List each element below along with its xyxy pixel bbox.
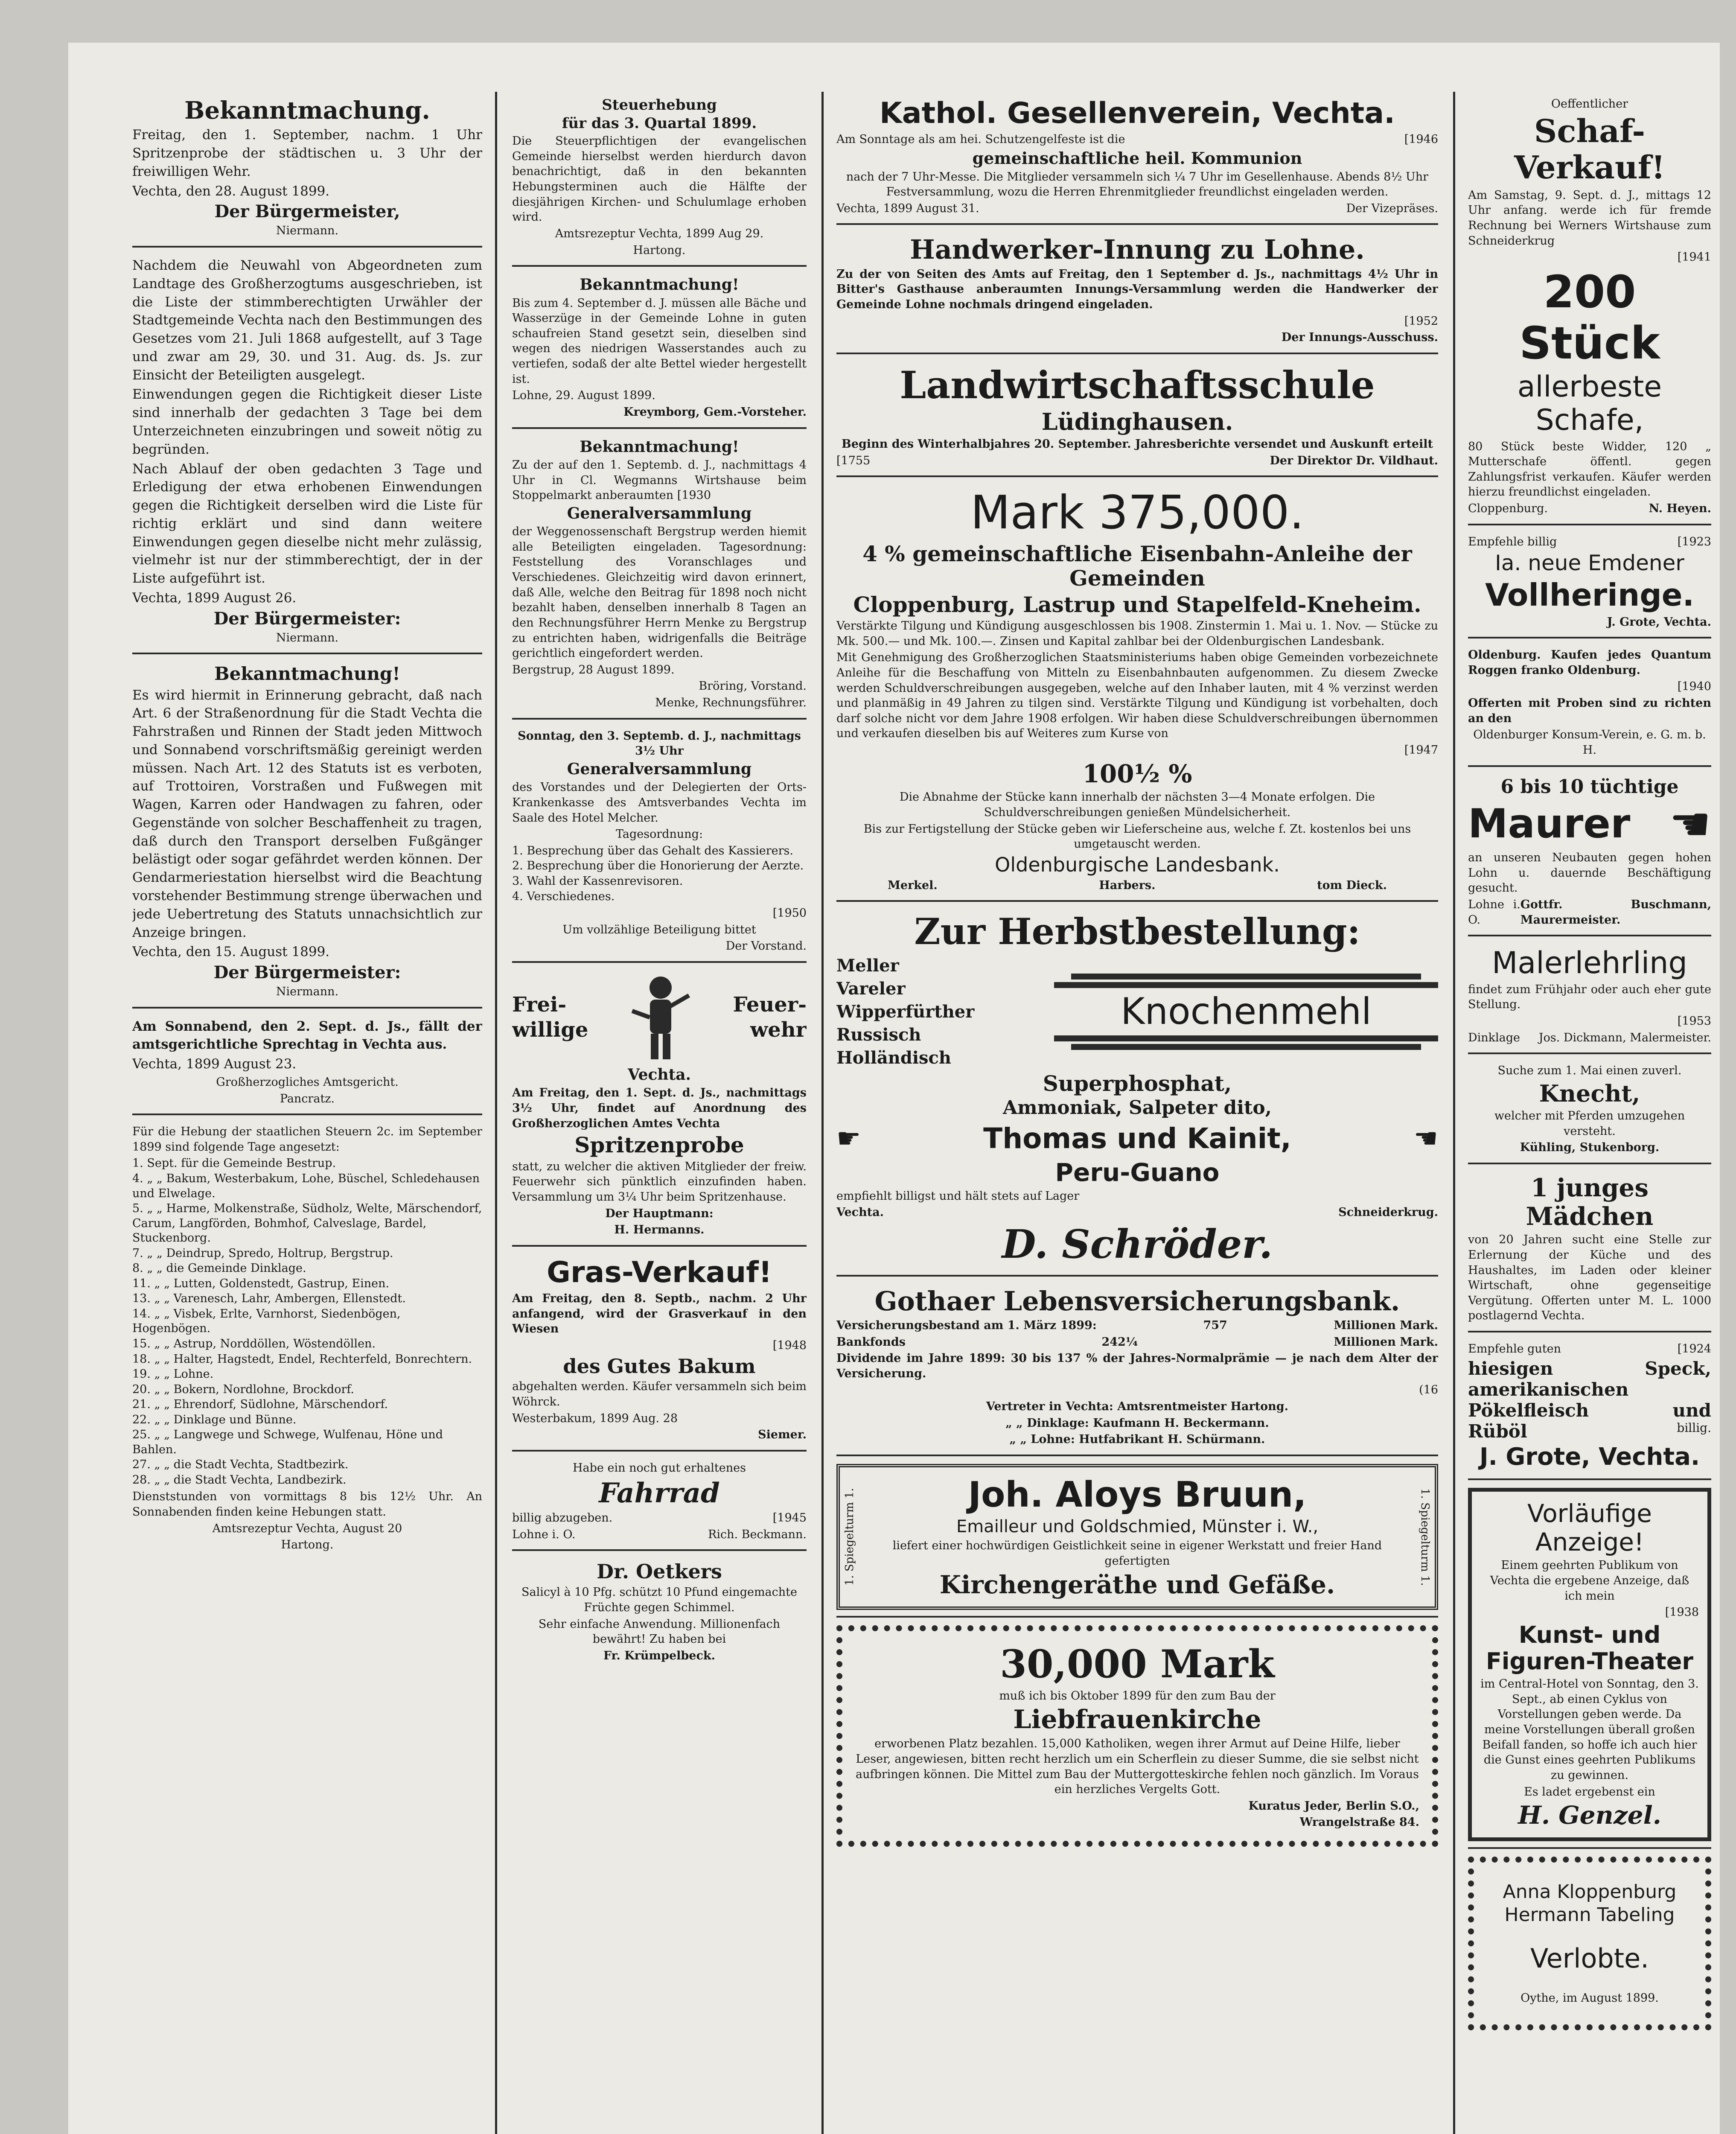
ad-body: 80 Stück beste Widder, 120 „ Mutterschafe öffentl. gegen Zahlungsfrist verkaufen. Käufer werden hierzu freundlichst eingeladen. [1468,440,1711,499]
ad-row [836,1318,1438,1333]
ad-body: des Vorstandes und der Delegierten der Orts-Krankenkasse des Amtsverbandes Vechta im Saale des Hotel Melcher. [512,781,807,825]
ad-title: 30,000 Mark [1000,1641,1275,1687]
ad-body: Zu der von Seiten des Amts auf Freitag, den 1 September d. Js., nachmittags 4½ Uhr in Bitter's Gasthause anberaumten Innungs-Versammlung werden die Handwerker der Gemeinde Lohne nochmals dringend eingeladen. [836,267,1438,311]
ad-top: Oeffentlicher [1551,97,1628,111]
ad-subtitle: Ia. neue Emdener [1495,551,1684,576]
ad-code: [1923 [1677,535,1711,548]
ad-herbstbestellung [836,906,1438,1276]
frei-label: Frei- [512,992,567,1017]
newspaper-page [68,43,1720,2134]
maurer-row [1468,797,1711,852]
ad-signer: Der Vizepräses. [1346,201,1438,215]
ad-title: Bekanntmachung! [214,663,400,685]
ad-body: Einem geehrten Publikum von Vechta die ergebene Anzeige, daß ich mein [1490,1559,1689,1603]
ad-code: [1924 [1677,1342,1711,1356]
bar-decoration [1054,1035,1438,1041]
ad-eisenbahn-anleihe [836,481,1438,902]
ad-date: Vechta, 1899 August 23. [132,1056,297,1072]
ad-name: Rich. Beckmann. [708,1528,807,1541]
ad-body: Mit Genehmigung des Großherzoglichen Staatsministeriums haben obige Gemeinden vorbezeichnete Anleihe für die Beschaffung von Mitteln zu Eisenbahnbauten aufgenommen. Zu diesem Zwecke werden Schuldverschreibungen ausgegeben, welche auf den Inhaber lauten, mit 4 % verzinst werden und planmäßig in 49 Jahren zu tilgen sind. Verstärkte Tilgung und Kündigung ist vorbehalten, doch darf solche nicht vor dem Jahre 1908 erfolgen. Wir haben diese Schuldverschreibungen übernommen und verkaufen dieselben bis auf Weiteres zum Kurse von [836,651,1438,740]
ad-body: Am Freitag, den 8. Septb., nachm. 2 Uhr anfangend, wird der Grasverkauf in den Wiesen [512,1292,807,1336]
ad-oetker [512,1555,807,1670]
ad-line1: Am Sonntage als am hei. Schutzengelfeste ist die [836,133,1125,146]
ad-place: Cloppenburg. [1468,502,1548,515]
ad-body: nach der 7 Uhr-Messe. Die Mitglieder versammeln sich ¼ 7 Uhr im Gesellenhause. Abends 8½ Uhr Festversammlung, wozu die Herren Ehrenmitglieder freundlichst eingeladen werden. [846,170,1429,199]
ad-town: Vechta. [627,1065,691,1084]
ad-signer: Der Hauptmann: [605,1207,714,1220]
ad-name: D. Schröder. [1002,1221,1273,1267]
ad-name: tom Dieck. [1317,878,1387,892]
list-item: 27. „ „ die Stadt Vechta, Stadtbezirk. [132,1458,349,1472]
ad-bottom: Kirchengeräthe und Gefäße. [939,1570,1335,1599]
ad-landwirtschaftsschule [836,359,1438,478]
ad-body: Die Abnahme der Stücke kann innerhalb der nächsten 3—4 Monate erfolgen. Die Schuldverschreibungen genießen Mündelsicherheit. [899,790,1375,819]
ad-heading: gemeinschaftliche heil. Kommunion [972,148,1302,168]
ad-title: Schaf-Verkauf! [1514,113,1666,186]
ad-paragraph: Nachdem die Neuwahl von Abgeordneten zum Landtage des Großherzogtums ausgeschrieben, ist die Liste der stimmberechtigten Urwähler der Stadtgemeinde Vechta nach den Bestimmungen des Gesetzes vom 21. Juli 1868 aufgestellt, auf 3 Tage und zwar am 29, 30. und 31. Aug. ds. Js. zur Einsicht der Beteiligten ausgelegt. [132,258,482,383]
ad-unit: Millionen Mark. [1334,1335,1438,1349]
ad-top: Empfehle guten [1468,1342,1561,1356]
ad-body: Beginn des Winterhalbjahres 20. September. Jahresberichte versendet und Auskunft erteilt [842,437,1433,451]
ad-top: Empfehle billig [1468,535,1557,548]
ad-agent: Vertreter in Vechta: Amtsrentmeister Hartong. [986,1400,1289,1414]
ad-title: Zur Herbstbestellung: [914,910,1360,953]
ad-name: Menke, Rechnungsführer. [655,696,807,710]
ad-code: (16 [1419,1383,1438,1397]
ad-subtitle: Lüdinghausen. [1041,408,1233,435]
ad-body: Salicyl à 10 Pfg. schützt 10 Pfund eingemachte Früchte gegen Schimmel. [521,1586,797,1614]
list-item: 5. „ „ Harme, Molkenstraße, Südholz, Welte, Märschendorf, Carum, Langförden, Bohmhof, Calveslage, Bardel, Stuckenborg. [132,1202,482,1245]
ad-name: Niermann. [276,631,339,644]
list-item: 22. „ „ Dinklage und Bünne. [132,1413,297,1426]
ad-signer: Der Direktor Dr. Vildhaut. [1270,454,1438,467]
ad-title: Bekanntmachung! [580,276,739,294]
feuer-label: Feuer- [733,992,807,1017]
ad-maurer [1468,771,1711,937]
ad-name: Hartong. [633,243,686,257]
ad-top: Sonntag, den 3. Septemb. d. J., nachmittags 3½ Uhr [518,729,801,758]
ad-line [1468,897,1711,927]
ad-note: billig. [1677,1420,1711,1435]
ad-address: Wrangelstraße 84. [1299,1816,1419,1829]
list-item: 2. Besprechung über die Honorierung der Aerzte. [512,859,804,873]
ad-steuerhebung-termine [132,1119,482,1560]
ad-amtsgericht [132,1013,482,1116]
ad-date: Lohne, 29. August 1899. [512,389,655,402]
ad-body: liefert einer hochwürdigen Geistlichkeit seine in eigener Werkstatt und freier Hand gefertigten [892,1539,1382,1568]
ad-bekanntmachung-spritzenprobe [132,92,482,248]
theater-frame [1468,1488,1711,1841]
ad-schaf-verkauf [1468,92,1711,525]
ad-title: Maurer [1468,801,1631,848]
list-item: 28. „ „ die Stadt Vechta, Landbezirk. [132,1473,347,1487]
ad-verlobung [1468,1853,1711,2036]
ad-subtitle: 4 % gemeinschaftliche Eisenbahn-Anleihe der Gemeinden [862,541,1412,591]
product: hiesigen [1468,1358,1553,1379]
ad-title: Mark 375,000. [970,486,1304,540]
willige-label: willige [512,1017,588,1042]
ad-value: 242¼ [1101,1335,1138,1349]
list-item: Russisch [836,1024,921,1045]
column-rule [495,92,497,2134]
verlobung-frame [1468,1857,1711,2030]
firefighter-icon [624,971,697,1064]
ad-signer: Der Bürgermeister: [213,962,401,983]
ad-code: [1945 [772,1511,807,1525]
ad-body: Es wird hiermit in Erinnerung gebracht, daß nach Art. 6 der Straßenordnung für die Stadt Vechta die Fahrstraßen und Rinnen der Stadt jeden Mittwoch und Sonnabend vorschriftsmäßig gereinigt werden müssen. Nach Art. 12 des Statuts ist es verboten, auf Trottoiren, Vorstraßen und Fußwegen mit Wagen, Karren oder Handwagen zu fahren, oder Gegenstände von solcher Beschaffenheit zu tragen, daß durch den Transport derselben Fußgänger belästigt oder sogar gefährdet werden können. Der Gendarmeriestation hierselbst wird die Beachtung vorstehender Bestimmung strenge überwachen und jede Uebertretung des Statuts unnachsichtlich zur Anzeige bringen. [132,687,482,940]
list-item: Meller [836,955,899,976]
ad-top: Habe ein noch gut erhaltenes [573,1461,746,1475]
ad-title: Verlobte. [1530,1943,1649,1974]
ad-sign: Es ladet ergebenst ein [1524,1785,1655,1799]
ad-body: Sehr einfache Anwendung. Millionenfach bewährt! Zu haben bei [538,1617,781,1646]
ad-body: welcher mit Pferden umzugehen versteht. [1494,1109,1685,1138]
ad-body: statt, zu welcher die aktiven Mitglieder der freiw. Feuerwehr sich pünktlich einzufinden haben. Versammlung um 3¼ Uhr beim Spritzenhause. [512,1160,807,1204]
ad-heading: Kunst- und Figuren-Theater [1486,1621,1694,1675]
ad-title: 1 junges Mädchen [1526,1173,1654,1231]
pointing-hand-icon: ☛ [836,1122,861,1154]
ad-unit: Millionen Mark. [1334,1318,1438,1332]
ad-date: Westerbakum, 1899 Aug. 28 [512,1411,678,1425]
list-item: 21. „ „ Ehrendorf, Südlohne, Märschendorf. [132,1398,388,1411]
product-line: Peru-Guano [1055,1157,1220,1187]
list-item: 3. Wahl der Kassenrevisoren. [512,874,683,888]
ad-line [836,1205,1438,1220]
product: Rüböl [1468,1420,1527,1442]
ad-title: Joh. Aloys Bruun, [968,1474,1307,1515]
list-item: 18. „ „ Halter, Hagstedt, Endel, Rechterfeld, Bonrechtern. [132,1352,472,1366]
product-box [1054,974,1438,1050]
ad-code: [1946 [1404,133,1438,146]
ad-date: Vechta, den 15. August 1899. [132,944,330,960]
ad-body: billig abzugeben. [512,1511,613,1525]
ad-title: Bekanntmachung. [184,96,430,125]
ad-name: Kuratus Jeder, Berlin S.O., [1248,1799,1419,1813]
ad-name: Kreymborg, Gem.-Vorsteher. [623,405,807,419]
ad-name: Hermann Tabeling [1504,1904,1675,1926]
product: amerikanischen [1468,1379,1629,1400]
list-item: 14. „ „ Visbek, Erlte, Varnhorst, Siedenbögen, Hogenbögen. [132,1307,401,1335]
ad-row [836,1335,1438,1350]
ad-body: Bis zur Fertigstellung der Stücke geben wir Lieferscheine aus, welche f. Zt. kostenlos bei uns umgetauscht werden. [863,822,1411,851]
wehr-label: wehr [750,1017,807,1042]
ad-date: Vechta, 1899 August 26. [132,590,297,606]
bar-decoration [1071,1044,1421,1050]
list-item: 15. „ „ Astrup, Norddöllen, Wöstendöllen. [132,1337,376,1351]
pointing-hand-icon: ☚ [1669,797,1711,852]
ad-name: Bröring, Vorstand. [699,679,807,693]
product-line: Thomas und Kainit, [983,1122,1291,1155]
ad-title: Gras-Verkauf! [547,1255,772,1289]
ad-malerlehrling [1468,941,1711,1054]
bar-decoration [1071,974,1421,980]
ad-body: erworbenen Platz bezahlen. 15,000 Katholiken, wegen ihrer Armut auf Deine Hilfe, lieber Leser, angewiesen, bitten recht herzlich um ein Scherflein zu dieser Summe, die sie selbst nicht aufbringen können. Die Mittel zum Bau der Muttergotteskirche fehlen noch gänzlich. Im Voraus ein herzliches Vergelts Gott. [855,1737,1419,1796]
ad-bank: Oldenburgische Landesbank. [995,853,1280,876]
ad-liebfrauenkirche [836,1622,1438,1853]
ad-date: Oythe, im August 1899. [1520,1991,1659,2005]
ad-feuerwehr [512,967,807,1247]
ad-konsum-verein [1468,643,1711,767]
ad-body: Am Sonnabend, den 2. Sept. d. Js., fällt der amtsgerichtliche Sprechtag in Vechta aus. [132,1018,482,1052]
ad-name: Gottfr. Buschmann, Maurermeister. [1520,898,1711,927]
ad-title: Generalversammlung [567,760,752,778]
ad-line [1468,534,1711,550]
ad-title: Kathol. Gesellenverein, Vechta. [880,96,1395,130]
ad-body: Verstärkte Tilgung und Kündigung ausgeschlossen bis 1908. Zinstermin 1. Mai u. 1. Nov. — Stücke zu Mk. 500.— und Mk. 100.—. Zinsen und Kapital zahlbar bei der Oldenburgischen Landesbank. [836,619,1438,648]
ad-big: 200 Stück [1519,265,1660,369]
ad-label: Versicherungsbestand am 1. März 1899: [836,1318,1097,1332]
ad-line [1468,1400,1711,1421]
ad-figuren-theater [1468,1484,1711,1849]
ad-name: Niermann. [276,985,339,999]
ad-date: Bergstrup, 28 August 1899. [512,663,675,676]
ad-title: Fahrrad [599,1477,720,1509]
ad-date: Vechta, 1899 August 31. [836,201,979,215]
ad-heading: Liebfrauenkirche [1013,1705,1261,1735]
column-2 [512,92,807,2134]
ad-name: N. Heyen. [1649,502,1711,515]
column-rule [821,92,824,2134]
ad-body: Oldenburg. Kaufen jedes Quantum Roggen franko Oldenburg. [1468,648,1711,677]
ad-name: J. Grote, Vechta. [1607,615,1711,629]
ad-name: H. Hermanns. [614,1223,705,1237]
ad-subtitle: Emailleur und Goldschmied, Münster i. W., [956,1517,1319,1537]
ad-line [512,1510,807,1526]
ad-code: [1950 [772,907,807,920]
ad-subtitle: für das 3. Quartal 1899. [562,115,757,132]
list-item: Wipperfürther [836,1001,975,1022]
ad-body-text: Zu der auf den 1. Septemb. d. J., nachmittags 4 Uhr in Cl. Wegmanns Wirtshause beim Stoppelmarkt anberaumten [512,458,807,502]
ad-name: Kühling, Stukenborg. [1520,1141,1660,1154]
ad-fahrrad [512,1456,807,1551]
ad-line: muß ich bis Oktober 1899 für den zum Bau der [999,1689,1276,1703]
ad-line [1468,1358,1711,1379]
ad-agenda-title: Tagesordnung: [615,828,703,841]
list-item: 7. „ „ Deindrup, Spredo, Holtrup, Bergstrup. [132,1246,393,1260]
ad-agent: „ „ Dinklage: Kaufmann H. Beckermann. [1005,1416,1269,1430]
list-item: Vareler [836,978,906,999]
ad-weggenossenschaft [512,433,807,720]
ad-office: Großherzogliches Amtsgericht. [216,1075,399,1089]
ad-heading: Spritzenprobe [574,1132,744,1158]
ad-place: Lohne i. O. [1468,898,1520,927]
ad-body: Offerten mit Proben sind zu richten an den [1468,697,1711,725]
ad-signers [836,878,1438,893]
ad-line [836,453,1438,469]
list-item: 4. Verschiedenes. [512,889,615,903]
column-4 [1468,92,1711,2134]
ad-code: [1940 [1677,680,1711,694]
ad-title: Handwerker-Innung zu Lohne. [910,234,1365,265]
ad-date: Vechta, den 28. August 1899. [132,183,330,199]
list-item: 1. Besprechung über das Gehalt des Kassierers. [512,844,793,857]
column-1 [132,92,482,2134]
list-item: 19. „ „ Lohne. [132,1367,214,1381]
product-name: Knochenmehl [1121,990,1372,1033]
ad-body: Die Steuerpflichtigen der evangelischen Gemeinde hierselbst werden hierdurch davon benachrichtigt, daß in den bekannten Hebungsterminen auch die Hälfte der diesjährigen Kirchen- und Schulumlage erhoben wird. [512,134,807,224]
pointing-hand-icon: ☚ [1413,1122,1438,1154]
ad-value: 757 [1203,1318,1227,1332]
ad-name: Siemer. [758,1428,807,1442]
ad-junges-maedchen [1468,1169,1711,1332]
ad-line [836,132,1438,147]
ad-krankenkasse [512,724,807,963]
ad-place: Schneiderkrug. [1338,1206,1438,1219]
ad-signer: Der Bürgermeister, [214,201,400,222]
feuerwehr-right [733,991,807,1044]
ad-name: Pancratz. [280,1092,335,1105]
ad-title: Malerlehrling [1492,945,1687,981]
ad-subtitle: Cloppenburg, Lastrup und Stapelfeld-Kneheim. [853,592,1421,617]
origin-list [836,954,1041,1070]
list-item: Holländisch [836,1047,951,1068]
ad-code: [1938 [1665,1606,1699,1619]
ad-line [1468,1030,1711,1046]
ad-code: [1953 [1677,1015,1711,1028]
ad-top: Suche zum 1. Mai einen zuverl. [1497,1064,1682,1078]
column-rule [1453,92,1455,2134]
ad-grote-speck [1468,1337,1711,1480]
ad-name: H. Genzel. [1518,1801,1661,1830]
side-label: 1. Spiegelturm 1. [1419,1488,1431,1586]
ad-signer: Der Innungs-Ausschuss. [1281,331,1438,344]
ad-body: an unseren Neubauten gegen hohen Lohn u. dauernde Beschäftigung gesucht. [1468,851,1711,895]
product-line: Superphosphat, [1043,1070,1232,1096]
ad-name: Anna Kloppenburg [1503,1880,1677,1903]
ad-name: Oldenburger Konsum-Verein, e. G. m. b. H. [1473,728,1706,757]
ad-code: [1755 [836,454,871,467]
ad-line [1468,1421,1711,1442]
ad-top: 6 bis 10 tüchtige [1500,775,1679,798]
ad-bekanntmachung-lohne [512,271,807,429]
ad-heading: des Gutes Bakum [563,1354,756,1378]
product: Speck, [1645,1358,1711,1379]
ad-big: allerbeste Schafe, [1517,370,1662,437]
feuerwehr-header [512,971,807,1064]
list-item: 25. „ „ Langwege und Schwege, Wulfenau, Höne und Bahlen. [132,1428,443,1456]
ad-body: findet zum Frühjahr oder auch eher gute Stellung. [1468,982,1711,1012]
ad-label: Bankfonds [836,1335,906,1349]
ad-name: Harbers. [1099,878,1156,892]
ad-name: Jos. Dickmann, Malermeister. [1538,1031,1711,1044]
list-item: 20. „ „ Bokern, Nordlohne, Brockdorf. [132,1382,354,1396]
ad-place: Lohne i. O. [512,1528,576,1541]
ad-office: Amtsrezeptur Vechta, August 20 [212,1522,402,1535]
ad-code: [1948 [772,1338,807,1352]
ad-heading: Generalversammlung [567,504,752,522]
ad-gothaer [836,1281,1438,1456]
ad-body: Am Freitag, den 1. Sept. d. Js., nachmittags 3½ Uhr, findet auf Anordnung des Großherzoglichen Amtes Vechta [512,1086,807,1130]
ad-code: [1930 [677,489,711,502]
ad-footer: Um vollzählige Beteiligung bittet [562,923,756,936]
list-item: 8. „ „ die Gemeinde Dinklage. [132,1262,306,1275]
ad-body: im Central-Hotel von Sonntag, den 3. Sept., ab einen Cyklus von Vorstellungen geben werde. Da meine Vorstellungen überall großen Beifall fanden, so hoffe ich auch hier die Gunst eines geehrten Publikums zu gewinnen. [1480,1677,1699,1782]
product: und [1672,1399,1711,1421]
liebfrauen-frame [836,1625,1438,1847]
ad-line [512,1527,807,1542]
ad-name: Merkel. [888,878,938,892]
ad-title: Knecht, [1539,1079,1640,1107]
ad-note: Dienststunden von vormittags 8 bis 12½ Uhr. An Sonnabenden finden keine Hebungen statt. [132,1490,482,1519]
ad-signer: Der Bürgermeister: [213,608,401,629]
ad-body: von 20 Jahren sucht eine Stelle zur Erlernung der Küche und des Haushaltes, im Laden oder kleiner Wirtschaft, ohne gegenseitige Vergütung. Offerten unter M. L. 1000 postlagernd Vechta. [1468,1233,1711,1323]
ad-title: Dr. Oetkers [597,1560,722,1583]
list-item: 11. „ „ Lutten, Goldenstedt, Gastrup, Einen. [132,1277,390,1290]
ad-code: [1952 [1404,314,1438,328]
ad-intro: Für die Hebung der staatlichen Steuern 2c. im September 1899 sind folgende Tage angesetzt: [132,1125,482,1154]
ad-landtag-wahl [132,252,482,654]
ad-place: Dinklage [1468,1031,1520,1044]
ad-name: Niermann. [276,224,339,238]
ad-name: Fr. Krümpelbeck. [603,1649,716,1662]
ad-title: Gothaer Lebensversicherungsbank. [874,1285,1400,1317]
list-item: 4. „ „ Bakum, Westerbakum, Lohe, Büschel, Schledehausen und Elwelage. [132,1172,480,1200]
ad-body: Am Samstag, 9. Sept. d. J., mittags 12 Uhr anfang. werde ich für fremde Rechnung bei Werners Wirtshause zum Schneiderkrug [1468,188,1711,248]
list-item: 1. Sept. für die Gemeinde Bestrup. [132,1157,336,1170]
ad-title: Vorläufige Anzeige! [1527,1499,1652,1557]
ad-body: abgehalten werden. Käufer versammeln sich beim Wöhrck. [512,1380,807,1409]
ad-steuerhebung-quartal [512,92,807,267]
agenda-list [512,844,807,904]
ad-code: [1941 [1677,251,1711,264]
knochenmehl-row [836,954,1438,1070]
ad-paragraph: Einwendungen gegen die Richtigkeit dieser Liste sind innerhalb der gedachten 3 Tage bei dem Unterzeichneten einzubringen und soweit nötig zu begründen. [132,387,482,457]
product-line: Ammoniak, Salpeter dito, [1003,1097,1272,1119]
ad-title: Landwirtschaftsschule [900,362,1375,407]
ad-place: Vechta. [836,1206,884,1219]
ad-title: Vollheringe. [1485,577,1694,613]
schedule-list [132,1156,482,1487]
ad-date: Amtsrezeptur Vechta, 1899 Aug 29. [555,227,764,240]
ad-name: Hartong. [281,1538,334,1552]
ad-title: Bekanntmachung! [580,437,739,456]
ad-signer: Der Vorstand. [725,939,807,953]
ad-body: der Weggenossenschaft Bergstrup werden hiemit alle Beteiligten eingeladen. Tagesordnung: Feststellung des Voranschlages und Verschiedenes. Gleichzeitig wird davon erinnert, daß Alle, welche den Beitrag für 1898 noch nicht bezahlt haben, denselben innerhalb 8 Tagen an den Rechnungsführer Herrn Menke zu Bergstrup zu entrichten haben, widrigenfalls die Beiträge gerichtlich eingefordert werden. [512,525,807,660]
ad-knecht [1468,1058,1711,1164]
ad-vollheringe [1468,530,1711,639]
ad-paragraph: Nach Ablauf der oben gedachten 3 Tage und Erledigung der etwa erhobenen Einwendungen gegen die Richtigkeit derselben wird die Liste für richtig erklärt und sind dann weitere Einwendungen gegen dieselbe nicht mehr zulässig, vielmehr ist nur der stimmberechtigt, der in der Liste aufgeführt ist. [132,461,482,586]
ad-body: empfiehlt billigst und hält stets auf Lager [836,1189,1080,1203]
ad-body: Bis zum 4. September d. J. müssen alle Bäche und Wasserzüge in der Gemeinde Lohne in guten schaufreien Stand gesetzt sein, dieselben sind wegen des niedrigen Wasserstandes auch zu vertiefen, sodaß der alte Bettel wieder hergestellt ist. [512,296,807,386]
ad-title: Steuerhebung [602,96,717,114]
ad-line [836,201,1438,216]
product-line-row [836,1121,1438,1157]
product: Pökelfleisch [1468,1399,1589,1421]
ad-body [512,458,807,503]
bar-decoration [1054,982,1438,988]
ad-line [1468,1341,1711,1357]
ad-line [1468,501,1711,516]
ad-gras-verkauf [512,1251,807,1452]
ad-code: [1947 [1404,743,1438,757]
ad-body: Freitag, den 1. September, nachm. 1 Uhr Spritzenprobe der städtischen u. 3 Uhr der freiwilligen Wehr. [132,127,482,179]
ad-price: 100½ % [1082,759,1192,788]
side-label: 1. Spiegelturm 1. [843,1488,856,1586]
list-item: 13. „ „ Varenesch, Lahr, Ambergen, Ellenstedt. [132,1292,406,1306]
ad-gesellenverein [836,92,1438,225]
ad-handwerker-innung [836,229,1438,354]
feuerwehr-left [512,991,588,1044]
column-3 [836,92,1438,2134]
ad-name: J. Grote, Vechta. [1479,1443,1700,1471]
ad-body: Dividende im Jahre 1899: 30 bis 137 % der Jahres-Normalprämie — je nach dem Alter der Versicherung. [836,1352,1438,1380]
ad-bruun [836,1461,1438,1618]
ad-strassenordnung [132,659,482,1008]
ad-agent: „ „ Lohne: Hutfabrikant H. Schürmann. [1009,1433,1265,1446]
bruun-frame [836,1464,1438,1610]
